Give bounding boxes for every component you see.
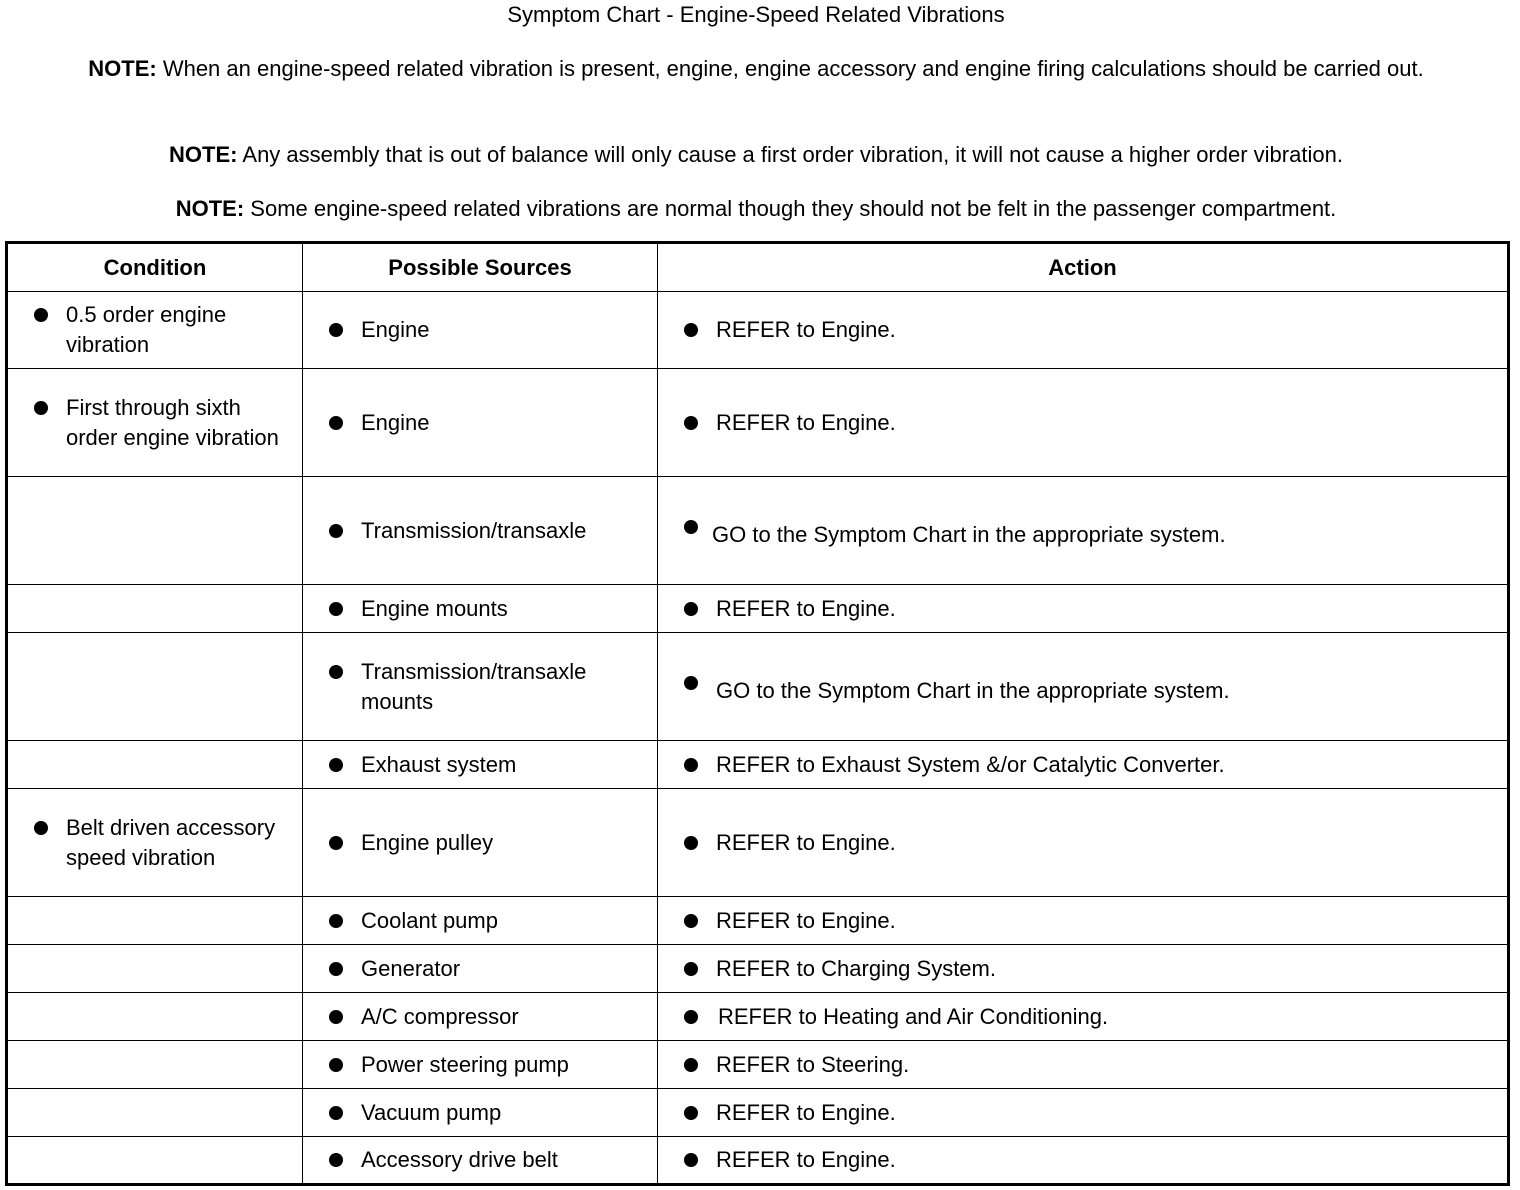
source-cell <box>303 1089 658 1137</box>
source-cell <box>303 369 658 477</box>
condition-text: Belt driven accessory speed vibration <box>66 814 276 870</box>
bullet-icon <box>684 1106 698 1120</box>
source-text: Transmission/transaxle <box>361 517 587 543</box>
bullet-icon <box>684 1058 698 1072</box>
condition-cell <box>7 585 303 633</box>
source-cell <box>303 789 658 897</box>
header-action: Action <box>658 243 1509 292</box>
header-row <box>7 243 1509 292</box>
condition-cell <box>7 897 303 945</box>
bullet-icon <box>34 821 48 835</box>
bullet-icon <box>329 665 343 679</box>
condition-cell <box>7 477 303 585</box>
source-text: Engine <box>361 317 430 342</box>
source-text: Exhaust system <box>361 751 517 777</box>
note-text: Any assembly that is out of balance will only cause a first order vibration, it will not cause a higher order vibration. <box>237 142 1343 167</box>
note-3 <box>18 194 1494 224</box>
action-text: REFER to Heating and Air Conditioning. <box>718 1003 1109 1029</box>
condition-cell <box>7 993 303 1041</box>
condition-cell <box>7 1137 303 1185</box>
bullet-icon <box>684 962 698 976</box>
bullet-icon <box>329 962 343 976</box>
action-text: GO to the Symptom Chart in the appropriate system. <box>712 521 1226 547</box>
action-cell <box>658 477 1509 585</box>
note-text: Some engine-speed related vibrations are normal though they should not be felt in the passenger compartment. <box>244 196 1337 221</box>
action-cell <box>658 993 1509 1041</box>
condition-text: 0.5 order engine vibration <box>66 302 227 357</box>
source-cell <box>303 585 658 633</box>
action-cell <box>658 741 1509 789</box>
bullet-icon <box>329 524 343 538</box>
source-text: Generator <box>361 955 461 981</box>
bullet-icon <box>329 416 343 430</box>
bullet-icon <box>684 1010 698 1024</box>
bullet-icon <box>684 914 698 928</box>
bullet-icon <box>329 602 343 616</box>
action-text: REFER to Engine. <box>716 317 896 342</box>
source-text: Transmission/transaxle mounts <box>361 658 587 714</box>
table-row <box>7 477 1509 585</box>
bullet-icon <box>329 1153 343 1167</box>
action-text: REFER to Charging System. <box>716 955 996 981</box>
action-cell <box>658 633 1509 741</box>
note-label: NOTE: <box>169 142 238 167</box>
bullet-icon <box>684 520 698 534</box>
action-text: GO to the Symptom Chart in the appropriate system. <box>716 677 1230 703</box>
bullet-icon <box>34 401 48 415</box>
table-row <box>7 741 1509 789</box>
source-text: A/C compressor <box>361 1003 519 1029</box>
condition-cell <box>7 789 303 897</box>
table-row <box>7 1041 1509 1089</box>
action-cell <box>658 292 1509 369</box>
bullet-icon <box>684 323 698 337</box>
condition-cell <box>7 633 303 741</box>
source-cell <box>303 633 658 741</box>
source-text: Engine pulley <box>361 829 494 855</box>
condition-text: First through sixth order engine vibration <box>66 394 279 450</box>
bullet-icon <box>329 1010 343 1024</box>
condition-cell <box>7 292 303 369</box>
bullet-icon <box>684 416 698 430</box>
action-cell <box>658 369 1509 477</box>
source-text: Engine <box>361 409 430 435</box>
source-text: Vacuum pump <box>361 1099 502 1125</box>
bullet-icon <box>329 914 343 928</box>
condition-cell <box>7 369 303 477</box>
bullet-icon <box>329 836 343 850</box>
bullet-icon <box>684 1153 698 1167</box>
source-cell <box>303 993 658 1041</box>
source-cell <box>303 1041 658 1089</box>
source-cell <box>303 945 658 993</box>
action-cell <box>658 1041 1509 1089</box>
action-text: REFER to Engine. <box>716 907 896 933</box>
symptom-chart-table <box>5 241 1510 1186</box>
bullet-icon <box>329 758 343 772</box>
header-sources: Possible Sources <box>303 243 658 292</box>
table-row <box>7 1089 1509 1137</box>
bullet-icon <box>34 308 48 322</box>
action-text: REFER to Steering. <box>716 1051 910 1077</box>
action-text: REFER to Exhaust System &/or Catalytic Converter. <box>716 751 1225 777</box>
action-cell <box>658 585 1509 633</box>
condition-cell <box>7 741 303 789</box>
bullet-icon <box>684 602 698 616</box>
action-text: REFER to Engine. <box>716 1099 896 1125</box>
table-row <box>7 897 1509 945</box>
bullet-icon <box>329 1106 343 1120</box>
action-cell <box>658 789 1509 897</box>
condition-cell <box>7 1089 303 1137</box>
source-cell <box>303 1137 658 1185</box>
action-text: REFER to Engine. <box>716 829 896 855</box>
source-cell <box>303 292 658 369</box>
note-1 <box>18 54 1494 84</box>
bullet-icon <box>684 758 698 772</box>
bullet-icon <box>684 676 698 690</box>
action-cell <box>658 897 1509 945</box>
table-row <box>7 945 1509 993</box>
source-text: Accessory drive belt <box>361 1147 558 1172</box>
table-row <box>7 789 1509 897</box>
table-row <box>7 1137 1509 1185</box>
table-row <box>7 993 1509 1041</box>
page-title: Symptom Chart - Engine-Speed Related Vibrations <box>507 2 1005 27</box>
action-text: REFER to Engine. <box>716 409 896 435</box>
note-text: When an engine-speed related vibration is present, engine, engine accessory and engine firing calculations should be carried out. <box>156 56 1424 81</box>
note-2 <box>18 140 1494 170</box>
action-cell <box>658 1137 1509 1185</box>
action-text: REFER to Engine. <box>716 1147 896 1172</box>
source-text: Power steering pump <box>361 1051 569 1077</box>
note-label: NOTE: <box>175 196 245 221</box>
table-row <box>7 585 1509 633</box>
source-cell <box>303 741 658 789</box>
source-text: Coolant pump <box>361 907 498 933</box>
table-row <box>7 633 1509 741</box>
bullet-icon <box>684 836 698 850</box>
table-row <box>7 369 1509 477</box>
source-cell <box>303 897 658 945</box>
bullet-icon <box>329 1058 343 1072</box>
header-condition: Condition <box>7 243 303 292</box>
source-cell <box>303 477 658 585</box>
bullet-icon <box>329 323 343 337</box>
source-text: Engine mounts <box>361 595 508 621</box>
action-cell <box>658 945 1509 993</box>
table-row <box>7 292 1509 369</box>
action-cell <box>658 1089 1509 1137</box>
action-text: REFER to Engine. <box>716 595 896 621</box>
condition-cell <box>7 1041 303 1089</box>
condition-cell <box>7 945 303 993</box>
note-label: NOTE: <box>88 56 157 81</box>
